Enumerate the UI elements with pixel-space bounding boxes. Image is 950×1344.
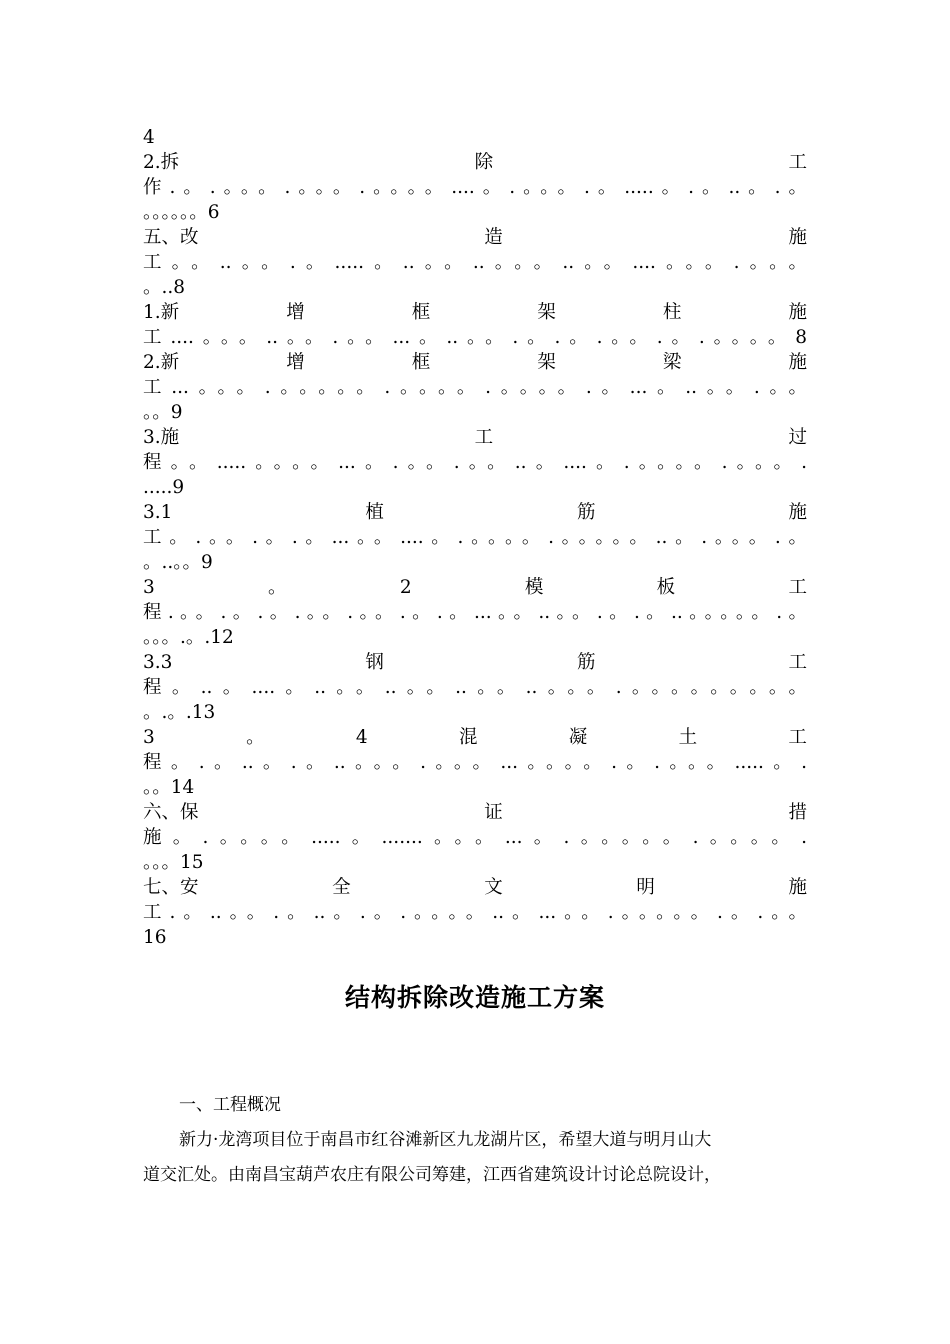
- toc-word: 筋: [576, 502, 596, 523]
- toc-word: 。: [246, 727, 265, 748]
- toc-word: 增: [286, 302, 305, 323]
- toc-word: 混: [458, 727, 478, 748]
- toc-leader-line: 工。。..。。.。.....。..。。..。。。..。。....。。。.。。。: [143, 252, 807, 273]
- toc-word: 施: [788, 877, 807, 898]
- toc-page-number-line: 。。9: [143, 402, 183, 423]
- toc-page-number-line: 16: [143, 927, 167, 948]
- toc-heading-line: [143, 875, 807, 900]
- toc-leader-line: 程。.。..。.。..。。。.。。。...。。。。.。.。。。.....。.: [143, 752, 807, 773]
- toc-heading-line: [143, 725, 807, 750]
- toc-word: 1.新: [143, 302, 180, 323]
- toc-word: 3.3: [143, 652, 173, 673]
- toc-page-number-line: 。..。。9: [143, 552, 213, 573]
- toc-word: 筋: [576, 652, 596, 673]
- toc-word: 明: [636, 877, 655, 898]
- toc-word: 增: [286, 352, 305, 373]
- toc-word: 工: [788, 727, 807, 748]
- toc-heading-line: [143, 350, 807, 375]
- toc-heading-line: [143, 575, 807, 600]
- toc-word: 证: [484, 802, 503, 823]
- toc-word: 框: [411, 352, 431, 373]
- toc-word: 除: [474, 152, 494, 173]
- toc-leader-line: 程。..。....。..。。..。。..。。..。。。.。。。。。。。。。: [143, 677, 807, 698]
- toc-word: 施: [788, 302, 807, 323]
- toc-word: 架: [537, 302, 556, 323]
- toc-word: 柱: [662, 302, 682, 323]
- toc-word: 3: [143, 577, 155, 598]
- toc-leader-line: 程。。.....。。。。...。.。。.。。..。....。.。。。。.。。。.: [143, 452, 807, 473]
- toc-heading-line: [143, 800, 807, 825]
- section-heading: 一、工程概况: [179, 1095, 281, 1115]
- toc-leader-line: 工。.。。.。.。...。。....。.。。。。.。。。。。..。.。。。.。: [143, 527, 807, 548]
- toc-page-number-line: 。.。.13: [143, 702, 216, 723]
- toc-leader-line: 施。.。。。。.....。.......。。。...。.。。。。。.。。。。.: [143, 827, 807, 848]
- toc-leader-line: 作.。.。。。.。。。.。。。。....。.。。。.。.....。.。..。.。: [143, 177, 807, 198]
- table-of-contents: [143, 125, 807, 950]
- toc-word: 2.新: [143, 352, 180, 373]
- toc-word: 。: [268, 577, 287, 598]
- paragraph-line: 新力·龙湾项目位于南昌市红谷滩新区九龙湖片区，希望大道与明月山大: [179, 1130, 712, 1150]
- toc-word: 工: [788, 652, 807, 673]
- toc-word: 3.施: [143, 427, 180, 448]
- toc-heading-line: [143, 150, 807, 175]
- toc-leader-line: 程.。。.。.。.。。.。。.。.。...。。..。。.。.。..。。。。。.。: [143, 602, 807, 623]
- toc-page-number-line: .....9: [143, 477, 185, 498]
- toc-word: 框: [411, 302, 431, 323]
- body-text: [143, 1088, 807, 1193]
- toc-word: 过: [788, 427, 807, 448]
- toc-word: 凝: [568, 727, 588, 748]
- toc-leader-line: 工....。。。..。。.。。...。..。。.。.。.。。.。.。。。。8: [143, 327, 807, 348]
- toc-word: 模: [524, 577, 544, 598]
- toc-word: 文: [484, 877, 503, 898]
- toc-word: 工: [474, 427, 494, 448]
- toc-word: 2.拆: [143, 152, 180, 173]
- toc-page-number-line: 。。14: [143, 777, 195, 798]
- toc-heading-line: [143, 425, 807, 450]
- toc-word: 施: [788, 502, 807, 523]
- toc-page-number-line: 。。。15: [143, 852, 204, 873]
- toc-page-number-line: 。..8: [143, 277, 186, 298]
- toc-word: 2: [399, 577, 412, 598]
- toc-word: 梁: [662, 352, 682, 373]
- toc-word: 工: [788, 152, 807, 173]
- toc-heading-line: [143, 650, 807, 675]
- toc-heading-line: [143, 225, 807, 250]
- toc-word: 3.1: [143, 502, 173, 523]
- toc-page-number-line: 。。。。。。6: [143, 202, 220, 223]
- toc-word: 措: [788, 802, 807, 823]
- paragraph-line: 道交汇处。由南昌宝葫芦农庄有限公司筹建，江西省建筑设计讨论总院设计，: [143, 1165, 721, 1185]
- toc-word: 施: [788, 227, 807, 248]
- toc-word: 全: [332, 877, 351, 898]
- toc-word: 植: [365, 502, 384, 523]
- toc-word: 3: [143, 727, 155, 748]
- toc-word: 工: [788, 577, 807, 598]
- toc-leader-line: 工...。。。.。。。。。.。。。。.。。。。.。...。..。。.。。: [143, 377, 807, 398]
- toc-leader-line: 工.。..。。.。..。.。.。。。。..。...。。.。。。。。.。.。。: [143, 902, 807, 923]
- toc-word: 钢: [365, 652, 384, 673]
- toc-page-number-line: 。。。.。.12: [143, 627, 234, 648]
- toc-heading-line: [143, 500, 807, 525]
- toc-word: 土: [678, 727, 698, 748]
- toc-word: 板: [656, 577, 676, 598]
- toc-word: 六、保: [143, 802, 199, 823]
- toc-word: 架: [537, 352, 556, 373]
- toc-word: 施: [788, 352, 807, 373]
- toc-word: 造: [484, 227, 503, 248]
- toc-word: 4: [143, 127, 155, 148]
- toc-word: 七、安: [143, 877, 199, 898]
- toc-word: 五、改: [143, 227, 199, 248]
- toc-heading-line: [143, 300, 807, 325]
- toc-heading-line: [143, 125, 807, 150]
- toc-word: 4: [355, 727, 368, 748]
- document-title: 结构拆除改造施工方案: [344, 983, 605, 1012]
